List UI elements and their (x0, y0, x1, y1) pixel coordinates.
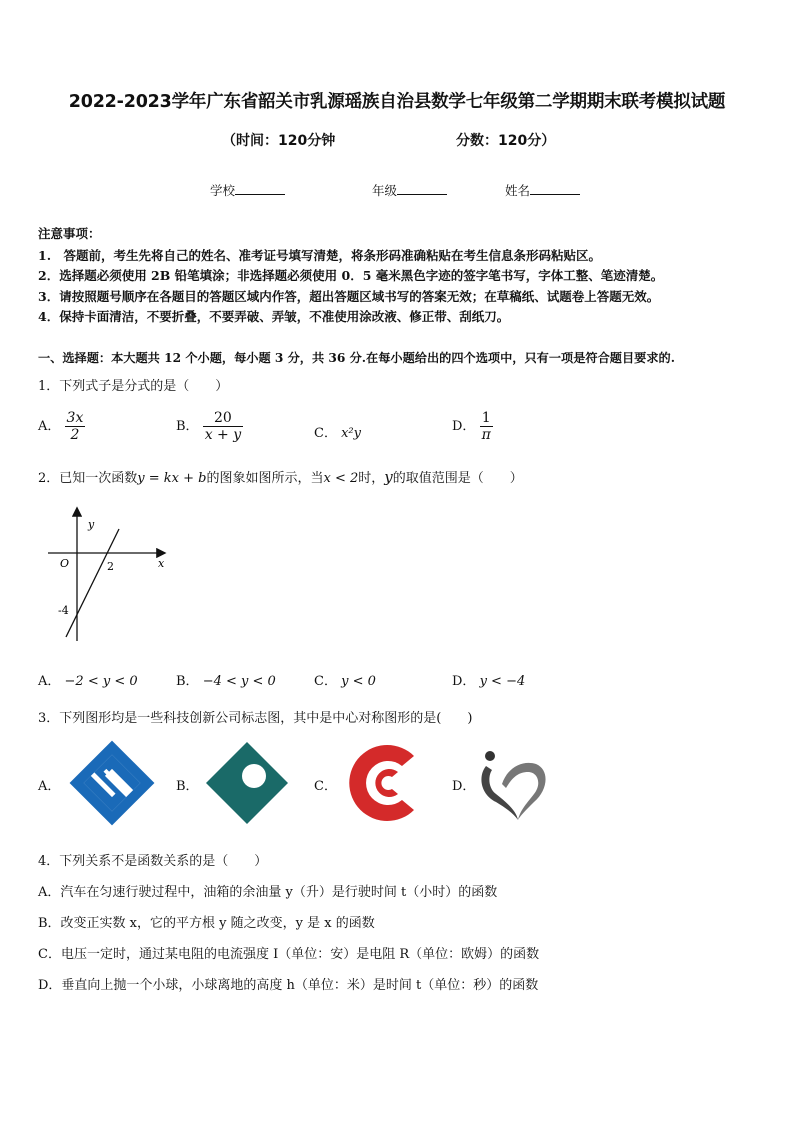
q2-option-c-label: C． (314, 674, 337, 689)
q2-option-d-expr: y < −4 (479, 674, 526, 689)
q1-option-b-fraction: $\frac{20}{x + y}$ (204, 410, 242, 443)
y-axis-label: y (88, 518, 95, 531)
question-4-stem: 4．下列关系不是函数关系的是（ ） (38, 854, 268, 869)
q2-option-c-expr: y < 0 (341, 674, 376, 689)
q2-option-a-expr: −2 < y < 0 (64, 674, 138, 689)
question-3-stem: 3．下列图形均是一些科技创新公司标志图，其中是中心对称图形的是( ) (38, 711, 473, 726)
logo-b-teal-diamond (202, 738, 292, 828)
note-item-4: 4．保持卡面清洁，不要折叠，不要弄破、弄皱，不准使用涂改液、修正带、刮纸刀。 (38, 309, 510, 324)
exam-time: （时间：120分钟 (222, 133, 336, 149)
q1-option-d (452, 410, 493, 443)
x-axis-label: x (158, 557, 165, 570)
q4-option-d: D．垂直向上抛一个小球，小球离地的高度 h（单位：米）是时间 t（单位：秒）的函数 (38, 978, 539, 993)
q2-option-b-label: B． (176, 674, 199, 689)
school-field (210, 181, 285, 199)
q2-option-a (38, 670, 138, 689)
logo-d-heart (476, 744, 556, 824)
q1-option-d-fraction: $\frac{1}{\pi}$ (481, 410, 491, 443)
note-item-2: 2．选择题必须使用 2B 铅笔填涂；非选择题必须使用 0．5 毫米黑色字迹的签字笔书写，字体工整、笔迹清楚。 (38, 268, 664, 283)
linear-function-graph (44, 505, 174, 645)
x-intercept-label: 2 (107, 560, 114, 573)
q4-option-b: B．改变正实数 x，它的平方根 y 随之改变，y 是 x 的函数 (38, 916, 375, 931)
section-heading: 一、选择题：本大题共 12 个小题，每小题 3 分，共 36 分.在每小题给出的四个选项中，只有一项是符合题目要求的. (38, 351, 675, 365)
q2-option-b-expr: −4 < y < 0 (202, 674, 276, 689)
q1-option-d-label: D． (452, 419, 476, 434)
grade-label: 年级 (372, 183, 398, 198)
name-field (505, 181, 580, 199)
note-item-3: 3．请按照题号顺序在各题目的答题区域内作答，超出答题区域书写的答案无效；在草稿纸、试题卷上答题无效。 (38, 289, 660, 304)
page-title: 2022-2023学年广东省韶关市乳源瑶族自治县数学七年级第二学期期末联考模拟试题 (68, 92, 726, 112)
notes-heading: 注意事项： (38, 226, 101, 241)
q1-option-c-expr: x²y (341, 426, 361, 441)
q3-option-b-label: B． (176, 779, 199, 794)
exam-score: 分数：120分） (456, 133, 556, 149)
q4-option-a: A．汽车在匀速行驶过程中，油箱的余油量 y（升）是行驶时间 t（小时）的函数 (38, 885, 498, 900)
q4-option-c: C．电压一定时，通过某电阻的电流强度 I（单位：安）是电阻 R（单位：欧姆）的函数 (38, 947, 540, 962)
q1-option-a-fraction: $\frac{3x}{2}$ (66, 410, 84, 443)
note-item-1: 1. 答题前，考生先将自己的姓名、准考证号填写清楚，将条形码准确粘贴在考生信息条形码粘贴区。 (38, 248, 602, 263)
q3-option-c-label: C． (314, 779, 337, 794)
grade-field (372, 181, 447, 199)
logo-a-blue-s (66, 738, 158, 828)
name-label: 姓名 (505, 183, 531, 198)
question-1-stem: 1．下列式子是分式的是（ ） (38, 379, 229, 394)
q1-option-c-label: C． (314, 426, 337, 441)
q2-option-c (314, 670, 376, 689)
q2-option-d (452, 670, 525, 689)
origin-label: O (60, 557, 70, 570)
question-2-stem: 2．已知一次函数y = kx + b的图象如图所示，当x < 2时，y的取值范围是（ ） (38, 468, 523, 486)
q2-option-a-label: A． (38, 674, 61, 689)
q3-option-a-label: A． (38, 779, 61, 794)
q2-option-d-label: D． (452, 674, 476, 689)
grade-blank (397, 182, 447, 195)
logo-c-red-c (340, 738, 430, 828)
q2-option-b (176, 670, 276, 689)
q1-option-a-label: A． (38, 419, 61, 434)
name-blank (530, 182, 580, 195)
q3-option-d-label: D． (452, 779, 476, 794)
school-label: 学校 (210, 183, 236, 198)
q1-option-b-label: B． (176, 419, 199, 434)
school-blank (235, 182, 285, 195)
function-line (66, 529, 119, 637)
y-intercept-label: -4 (58, 604, 69, 617)
q1-option-a (38, 410, 85, 443)
q1-option-c (314, 422, 361, 441)
q1-option-b (176, 410, 243, 443)
